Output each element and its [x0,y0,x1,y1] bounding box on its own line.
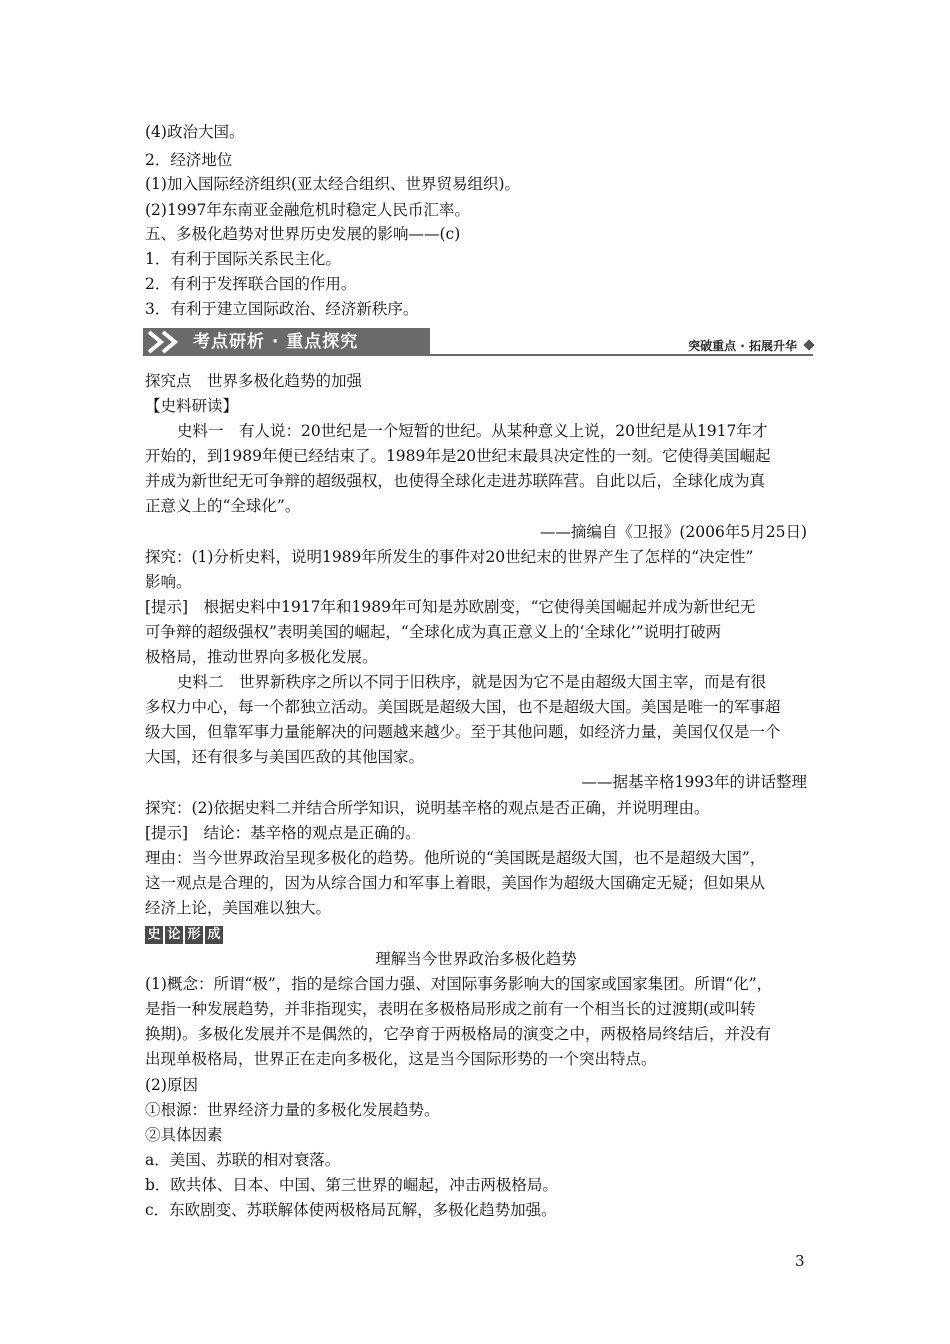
text-line: 3．有利于建立国际政治、经济新秩序。 [145,300,419,318]
tag-char: 论 [165,926,183,944]
banner-divider [430,354,813,356]
text-line: (4)政治大国。 [145,123,245,141]
section-label: 【史料研读】 [145,397,239,415]
text-line: 2．经济地位 [145,151,233,169]
source-citation: ——据基辛格1993年的讲话整理 [581,773,807,791]
text-line: 史料一 有人说：20世纪是一个短暂的世纪。从某种意义上说，20世纪是从1917年才 [177,422,768,440]
text-line: a．美国、苏联的相对衰落。 [145,1151,341,1169]
text-line: b．欧共体、日本、中国、第三世界的崛起，冲击两极格局。 [145,1176,558,1194]
text-line: 级大国，但靠军事力量能解决的问题越来越少。至于其他问题，如经济力量，美国仅仅是一个 [145,723,781,741]
text-line: ②具体因素 [145,1126,223,1144]
tag-char: 形 [185,926,203,944]
text-line: 探究：(1)分析史料，说明1989年所发生的事件对20世纪末的世界产生了怎样的“决定性” [145,548,754,566]
text-line: 探究：(2)依据史料二并结合所学知识，说明基辛格的观点是否正确，并说明理由。 [145,799,710,817]
text-line: 经济上论，美国难以独大。 [145,899,332,917]
text-line: 影响。 [145,573,192,591]
hint-line: [提示] 结论：基辛格的观点是正确的。 [145,824,421,842]
text-line: (1)概念：所谓“极”，指的是综合国力强、对国际事务影响大的国家或国家集团。所谓“化”， [145,975,773,993]
source-citation: ——摘编自《卫报》(2006年5月25日) [539,523,807,541]
text-line: 是指一种发展趋势，并非指现实，表明在多极格局形成之前有一个相当长的过渡期(或叫转 [145,1000,756,1018]
text-line: 史料二 世界新秩序之所以不同于旧秩序，就是因为它不是由超级大国主宰，而是有很 [177,673,767,691]
text-line: 大国，还有很多与美国匹敌的其他国家。 [145,748,425,766]
double-chevron-icon [145,330,189,354]
summary-title: 理解当今世界政治多极化趋势 [375,950,577,968]
text-line: 这一观点是合理的，因为从综合国力和军事上着眼，美国作为超级大国确定无疑；但如果从 [145,874,766,892]
text-line: (2)1997年东南亚金融危机时稳定人民币汇率。 [145,201,470,219]
tag-char: 史 [145,926,163,944]
text-line: 多权力中心，每一个都独立活动。美国既是超级大国，也不是超级大国。美国是唯一的军事超 [145,698,781,716]
section-tag [145,926,223,944]
section-heading: 探究点 世界多极化趋势的加强 [145,372,363,390]
text-line: (2)原因 [145,1076,198,1094]
text-line: 1．有利于国际关系民主化。 [145,250,341,268]
tag-char: 成 [205,926,223,944]
banner-title: 考点研析 · 重点探究 [193,332,359,352]
text-line: (1)加入国际经济组织(亚太经合组织、世界贸易组织)。 [145,175,521,193]
text-line: 五、多极化趋势对世界历史发展的影响——(c) [145,225,461,243]
hint-line: 可争辩的超级强权”表明美国的崛起，“全球化成为真正意义上的‘全球化’”说明打破两 [145,623,722,641]
banner-subtitle: 突破重点 · 拓展升华 [688,339,797,353]
text-line: 开始的，到1989年便已经结束了。1989年是20世纪末最具决定性的一刻。它使得美国崛起 [145,447,771,465]
hint-line: 极格局，推动世界向多极化发展。 [145,648,378,666]
text-line: 理由：当今世界政治呈现多极化的趋势。他所说的“美国既是超级大国，也不是超级大国”， [145,849,766,867]
diamond-icon [803,339,814,350]
text-line: c．东欧剧变、苏联解体使两极格局瓦解，多极化趋势加强。 [145,1201,557,1219]
text-line: ①根源：世界经济力量的多极化发展趋势。 [145,1101,440,1119]
text-line: 2．有利于发挥联合国的作用。 [145,275,357,293]
section-banner [143,328,813,360]
text-line: 正意义上的“全球化”。 [145,497,301,515]
text-line: 并成为新世纪无可争辩的超级强权，也使得全球化走进苏联阵营。自此以后，全球化成为真 [145,472,766,490]
hint-line: [提示] 根据史料中1917年和1989年可知是苏欧剧变，“它使得美国崛起并成为新世纪无 [145,598,756,616]
text-line: 换期)。多极化发展并不是偶然的，它孕育于两极格局的演变之中，两极格局终结后，并没有 [145,1025,772,1043]
text-line: 出现单极格局，世界正在走向多极化，这是当今国际形势的一个突出特点。 [145,1050,657,1068]
page-number: 3 [795,1252,805,1270]
